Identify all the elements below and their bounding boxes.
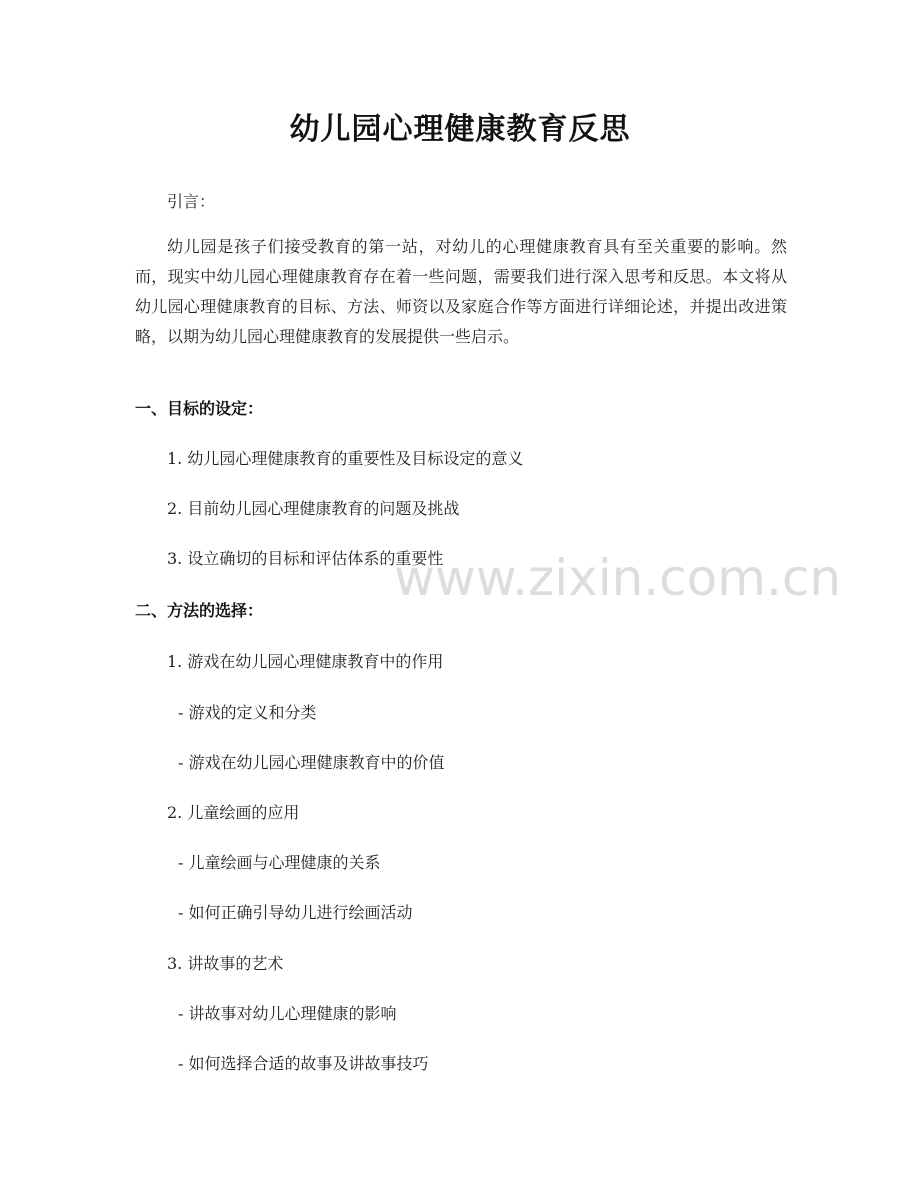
list-item: 1. 幼儿园心理健康教育的重要性及目标设定的意义 (167, 449, 524, 468)
list-item: 2. 目前幼儿园心理健康教育的问题及挑战 (167, 499, 460, 518)
intro-paragraph: 幼儿园是孩子们接受教育的第一站，对幼儿的心理健康教育具有至关重要的影响。然而，现实中幼儿园心理健康教育存在着一些问题，需要我们进行深入思考和反思。本文将从幼儿园心理健康教育的目标、方法、师资以及家庭合作等方面进行详细论述，并提出改进策略，以期为幼儿园心理健康教育的发展提供一些启示。 (135, 237, 787, 346)
list-subitem: - 讲故事对幼儿心理健康的影响 (178, 1004, 397, 1023)
list-item: 3. 讲故事的艺术 (167, 954, 284, 973)
section-heading-goals: 一、目标的设定： (135, 399, 264, 418)
document-title: 幼儿园心理健康教育反思 (289, 112, 631, 147)
list-item: 2. 儿童绘画的应用 (167, 803, 300, 822)
section-heading-methods: 二、方法的选择： (135, 601, 264, 620)
list-subitem: - 游戏的定义和分类 (178, 703, 317, 722)
watermark: www.zixin.com.cn (394, 549, 842, 607)
list-subitem: - 如何选择合适的故事及讲故事技巧 (178, 1054, 429, 1073)
list-item: 3. 设立确切的目标和评估体系的重要性 (167, 549, 444, 568)
list-subitem: - 如何正确引导幼儿进行绘画活动 (178, 903, 413, 922)
intro-label: 引言： (167, 192, 216, 211)
list-item: 1. 游戏在幼儿园心理健康教育中的作用 (167, 652, 444, 671)
list-subitem: - 儿童绘画与心理健康的关系 (178, 853, 381, 872)
list-subitem: - 游戏在幼儿园心理健康教育中的价值 (178, 753, 445, 772)
